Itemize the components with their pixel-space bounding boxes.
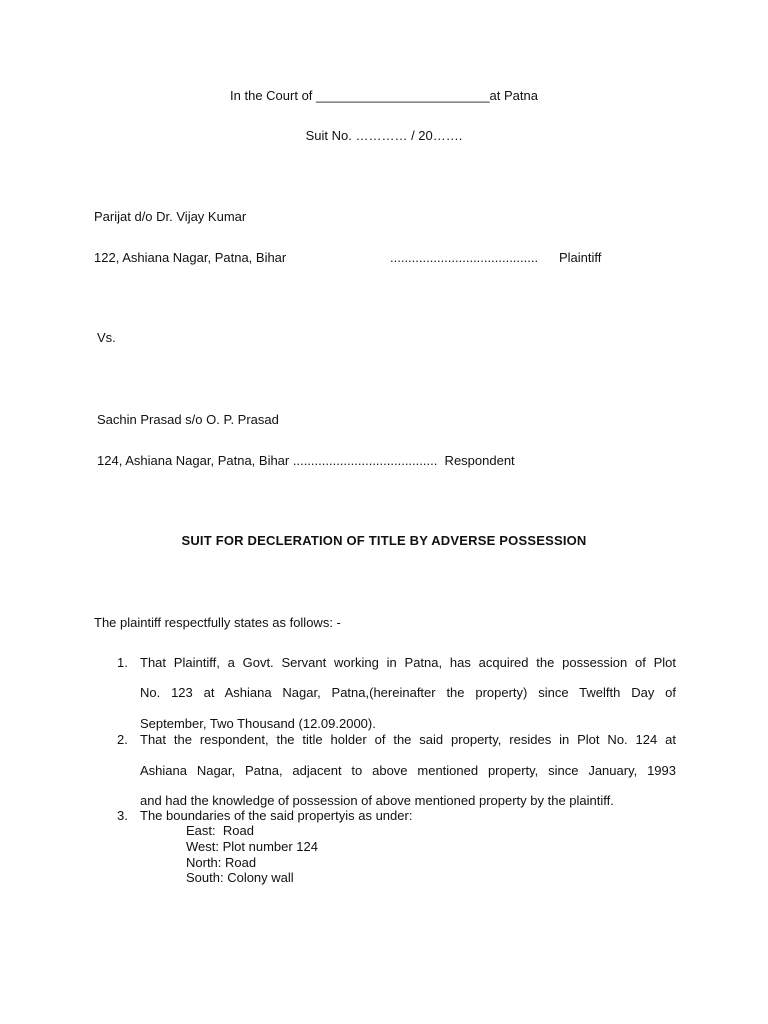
suit-title: SUIT FOR DECLERATION OF TITLE BY ADVERSE POSSESSION	[181, 533, 587, 548]
paragraph-number: 1.	[117, 655, 128, 670]
court-line: In the Court of ________________________at Patna	[230, 88, 538, 103]
paragraph-line: Ashiana Nagar, Patna, adjacent to above mentioned property, since January, 1993	[140, 763, 676, 778]
paragraph-line: September, Two Thousand (12.09.2000).	[140, 716, 376, 731]
paragraph-number: 3.	[117, 808, 128, 823]
suit-number: Suit No. ………… / 20…….	[305, 128, 463, 143]
plaintiff-address: 122, Ashiana Nagar, Patna, Bihar	[94, 250, 287, 265]
plaintiff-role: Plaintiff	[559, 250, 602, 265]
boundary-west: West: Plot number 124	[186, 839, 318, 854]
plaintiff-dots: .........................................	[390, 250, 539, 265]
paragraph-line: That Plaintiff, a Govt. Servant working in Patna, has acquired the possession of Plot	[140, 655, 676, 670]
boundary-south: South: Colony wall	[186, 870, 294, 885]
paragraph-line: That the respondent, the title holder of the said property, resides in Plot No. 124 at	[140, 732, 676, 747]
paragraph-line: The boundaries of the said propertyis as under:	[140, 808, 413, 823]
paragraph-line: and had the knowledge of possession of above mentioned property by the plaintiff.	[140, 793, 614, 808]
paragraph-number: 2.	[117, 732, 128, 747]
intro-statement: The plaintiff respectfully states as follows: -	[94, 615, 341, 630]
paragraph-line: No. 123 at Ashiana Nagar, Patna,(hereinafter the property) since Twelfth Day of	[140, 685, 676, 700]
respondent-address-line: 124, Ashiana Nagar, Patna, Bihar ........................................ Respondent	[97, 453, 515, 468]
versus-label: Vs.	[97, 330, 116, 345]
boundary-north: North: Road	[186, 855, 257, 870]
plaintiff-name: Parijat d/o Dr. Vijay Kumar	[94, 209, 247, 224]
respondent-name: Sachin Prasad s/o O. P. Prasad	[97, 412, 279, 427]
boundary-east: East: Road	[186, 823, 254, 838]
